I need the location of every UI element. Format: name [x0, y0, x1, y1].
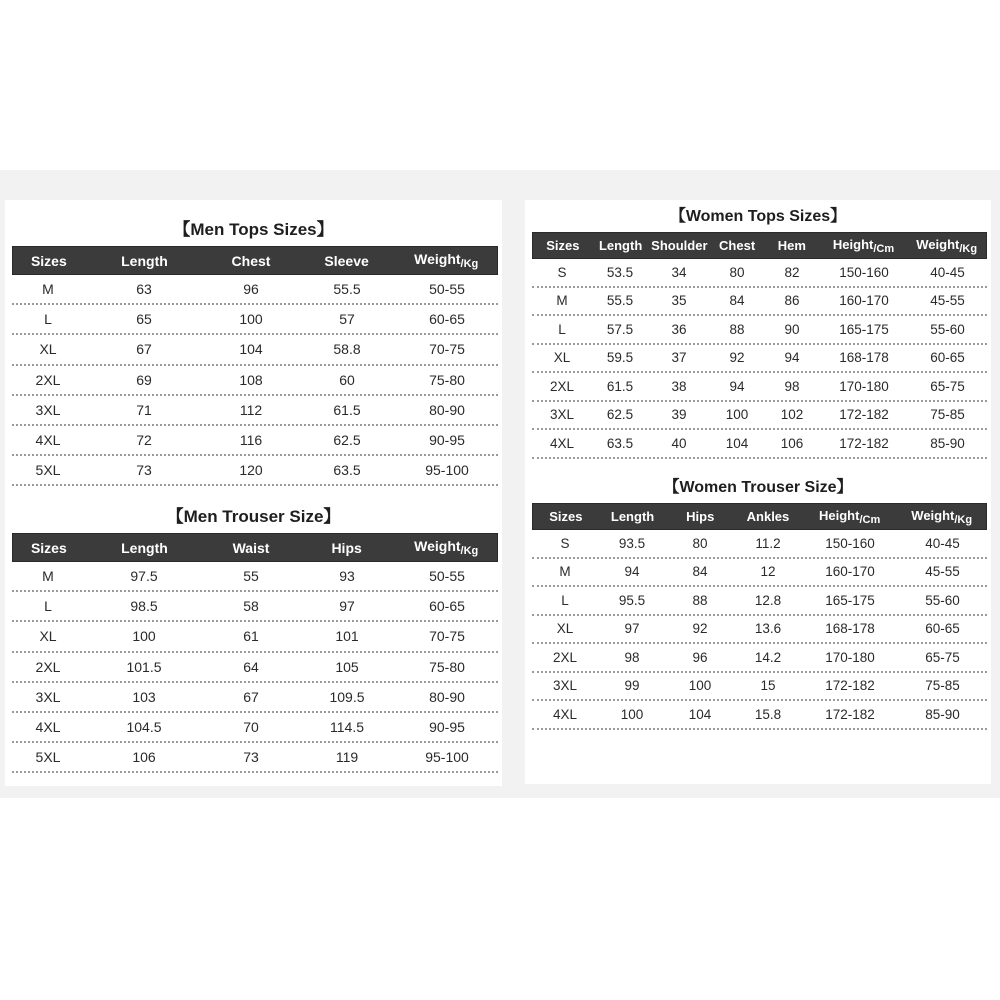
- col-weight: Weight$_{/Kg}$: [414, 538, 479, 557]
- table-cell: 65: [136, 311, 152, 328]
- table-cell: 62.5: [606, 407, 634, 423]
- size-label-cell: 2XL: [549, 378, 575, 394]
- table-row: [12, 622, 498, 652]
- col-hips: Hips: [331, 539, 362, 556]
- table-cell: 57.5: [606, 321, 634, 337]
- table-cell: 80-90: [429, 401, 465, 418]
- table-cell: 160-170: [839, 293, 889, 309]
- table-cell: 96: [692, 649, 708, 665]
- table-cell: 65-75: [925, 649, 960, 665]
- table-cell: 105: [335, 658, 359, 675]
- table-row: [12, 335, 498, 365]
- table-cell: 98.5: [130, 598, 158, 615]
- table-row: [532, 430, 987, 459]
- table-cell: 108: [239, 371, 263, 388]
- table-cell: 95-100: [425, 462, 469, 479]
- table-cell: 96: [243, 281, 259, 298]
- women-tops-rows: [532, 259, 987, 459]
- table-cell: 35: [671, 293, 687, 309]
- table-cell: 60-65: [925, 621, 960, 637]
- table-cell: 94: [729, 378, 745, 394]
- table-row: [532, 701, 987, 730]
- table-cell: 60: [339, 371, 355, 388]
- col-length: Length: [610, 509, 655, 524]
- size-label-cell: 2XL: [552, 649, 578, 665]
- table-row: [532, 316, 987, 345]
- col-sizes: Sizes: [549, 509, 583, 524]
- women-trouser-header: [532, 503, 987, 530]
- table-cell: 100: [620, 706, 644, 722]
- table-cell: 100: [132, 628, 156, 645]
- table-cell: 72: [136, 432, 152, 449]
- col-length: Length: [121, 539, 168, 556]
- size-label-cell: M: [559, 564, 571, 580]
- table-cell: 120: [239, 462, 263, 479]
- table-row: [532, 673, 987, 702]
- table-cell: 90-95: [429, 719, 465, 736]
- table-cell: 172-182: [825, 678, 875, 694]
- table-cell: 172-182: [839, 435, 889, 451]
- table-cell: 84: [692, 564, 708, 580]
- men-tops-rows: [12, 275, 498, 486]
- size-label-cell: L: [44, 311, 52, 328]
- table-cell: 119: [335, 749, 359, 766]
- table-cell: 94: [784, 350, 800, 366]
- table-row: [532, 345, 987, 374]
- table-cell: 94: [624, 564, 640, 580]
- table-cell: 61.5: [333, 401, 361, 418]
- table-cell: 45-55: [925, 564, 960, 580]
- table-cell: 100: [688, 678, 712, 694]
- size-label-cell: XL: [556, 621, 574, 637]
- col-sleeve: Sleeve: [324, 252, 369, 269]
- table-cell: 97: [624, 621, 640, 637]
- table-cell: 58.8: [333, 341, 361, 358]
- table-cell: 65-75: [930, 378, 965, 394]
- men-tops-header: [12, 246, 498, 275]
- table-cell: 36: [671, 321, 687, 337]
- table-row: [12, 275, 498, 305]
- table-cell: 13.6: [754, 621, 782, 637]
- table-cell: 104: [239, 341, 263, 358]
- table-cell: 112: [239, 401, 263, 418]
- col-length: Length: [598, 238, 643, 253]
- table-row: [12, 562, 498, 592]
- table-cell: 58: [243, 598, 259, 615]
- women-tops-header: [532, 232, 987, 259]
- table-cell: 55-60: [930, 321, 965, 337]
- table-cell: 61.5: [606, 378, 634, 394]
- table-cell: 90-95: [429, 432, 465, 449]
- table-row: [532, 402, 987, 431]
- col-weight: Weight$_{/Kg}$: [916, 236, 978, 255]
- height-unit: /Cm: [873, 242, 895, 255]
- table-cell: 88: [692, 592, 708, 608]
- table-cell: 15.8: [754, 706, 782, 722]
- size-label-cell: L: [44, 598, 52, 615]
- size-label-cell: L: [558, 321, 566, 337]
- table-cell: 97.5: [130, 568, 158, 585]
- table-row: [532, 644, 987, 673]
- table-cell: 70-75: [429, 341, 465, 358]
- table-cell: 55.5: [333, 281, 361, 298]
- table-row: [532, 259, 987, 288]
- col-height: Height$_{/Cm}$: [832, 236, 895, 255]
- table-cell: 150-160: [839, 264, 889, 280]
- size-label-cell: XL: [39, 341, 57, 358]
- table-cell: 93.5: [618, 535, 646, 551]
- table-cell: 69: [136, 371, 152, 388]
- table-cell: 101: [335, 628, 359, 645]
- table-row: [12, 683, 498, 713]
- table-row: [12, 396, 498, 426]
- col-weight: Weight$_{/Kg}$: [911, 507, 973, 526]
- weight-unit: /Kg: [954, 513, 973, 526]
- table-cell: 60-65: [429, 598, 465, 615]
- table-cell: 172-182: [825, 706, 875, 722]
- women-trouser-table: [532, 503, 987, 730]
- table-cell: 39: [671, 407, 687, 423]
- table-cell: 114.5: [330, 719, 364, 736]
- table-row: [12, 592, 498, 622]
- table-row: [532, 530, 987, 559]
- table-row: [12, 305, 498, 335]
- col-height: Height$_{/Cm}$: [818, 507, 881, 526]
- table-cell: 90: [784, 321, 800, 337]
- table-cell: 170-180: [839, 378, 889, 394]
- men-trouser-table: [12, 533, 498, 773]
- table-cell: 168-178: [825, 621, 875, 637]
- table-cell: 100: [725, 407, 749, 423]
- col-chest: Chest: [231, 252, 271, 269]
- table-cell: 172-182: [839, 407, 889, 423]
- table-cell: 168-178: [839, 350, 889, 366]
- table-cell: 75-80: [429, 658, 465, 675]
- table-cell: 80: [729, 264, 745, 280]
- table-cell: 98: [784, 378, 800, 394]
- table-cell: 63.5: [606, 435, 634, 451]
- size-label-cell: 5XL: [35, 749, 61, 766]
- size-label-cell: L: [561, 592, 569, 608]
- col-waist: Waist: [232, 539, 270, 556]
- table-cell: 60-65: [930, 350, 965, 366]
- table-cell: 116: [239, 432, 263, 449]
- table-cell: 40-45: [925, 535, 960, 551]
- table-cell: 14.2: [754, 649, 782, 665]
- size-label-cell: XL: [553, 350, 571, 366]
- table-row: [12, 653, 498, 683]
- size-label-cell: 4XL: [552, 706, 578, 722]
- table-cell: 99: [624, 678, 640, 694]
- table-cell: 75-85: [925, 678, 960, 694]
- table-cell: 109.5: [329, 688, 365, 705]
- table-cell: 55.5: [606, 293, 634, 309]
- table-cell: 38: [671, 378, 687, 394]
- table-cell: 40-45: [930, 264, 965, 280]
- size-label-cell: 3XL: [549, 407, 575, 423]
- table-cell: 73: [136, 462, 152, 479]
- table-cell: 15: [760, 678, 776, 694]
- size-label-cell: 5XL: [35, 462, 61, 479]
- table-row: [532, 288, 987, 317]
- table-cell: 82: [784, 264, 800, 280]
- men-tops-table: [12, 246, 498, 486]
- height-unit: /Cm: [859, 513, 881, 526]
- table-row: [532, 587, 987, 616]
- table-cell: 86: [784, 293, 800, 309]
- women-trouser-title: 【Women Trouser Size】: [663, 479, 853, 496]
- table-cell: 62.5: [333, 432, 361, 449]
- table-cell: 104: [725, 435, 749, 451]
- table-cell: 57: [339, 311, 355, 328]
- table-row: [532, 373, 987, 402]
- table-cell: 80-90: [429, 688, 465, 705]
- table-cell: 67: [243, 688, 259, 705]
- table-cell: 160-170: [825, 564, 875, 580]
- table-row: [12, 743, 498, 773]
- men-trouser-title: 【Men Trouser Size】: [166, 507, 341, 526]
- table-cell: 55-60: [925, 592, 960, 608]
- table-cell: 71: [136, 401, 152, 418]
- table-row: [532, 616, 987, 645]
- men-trouser-header: [12, 533, 498, 562]
- women-tops-table: [532, 232, 987, 459]
- size-label-cell: 4XL: [549, 435, 575, 451]
- size-label-cell: 3XL: [35, 688, 61, 705]
- col-sizes: Sizes: [546, 238, 580, 253]
- size-label-cell: M: [556, 293, 568, 309]
- women-tops-title: 【Women Tops Sizes】: [669, 208, 847, 225]
- table-cell: 45-55: [930, 293, 965, 309]
- table-cell: 101.5: [126, 658, 162, 675]
- table-cell: 50-55: [429, 568, 465, 585]
- table-cell: 12: [760, 564, 776, 580]
- table-row: [12, 456, 498, 486]
- table-cell: 95-100: [425, 749, 469, 766]
- table-row: [532, 559, 987, 588]
- table-cell: 106: [780, 435, 804, 451]
- table-cell: 59.5: [606, 350, 634, 366]
- table-cell: 64: [243, 658, 259, 675]
- col-hem: Hem: [777, 238, 806, 253]
- col-sizes: Sizes: [30, 252, 67, 269]
- table-cell: 55: [243, 568, 259, 585]
- table-cell: 95.5: [618, 592, 646, 608]
- col-weight: Weight$_{/Kg}$: [414, 251, 479, 270]
- table-cell: 106: [132, 749, 156, 766]
- table-cell: 92: [692, 621, 708, 637]
- col-length: Length: [121, 252, 168, 269]
- table-cell: 70: [243, 719, 259, 736]
- table-cell: 75-80: [429, 371, 465, 388]
- table-cell: 170-180: [825, 649, 875, 665]
- size-label-cell: 2XL: [35, 371, 61, 388]
- col-chest: Chest: [719, 238, 756, 253]
- weight-unit: /Kg: [460, 545, 479, 557]
- table-cell: 93: [339, 568, 355, 585]
- size-label-cell: 2XL: [35, 658, 61, 675]
- table-cell: 40: [671, 435, 687, 451]
- table-row: [12, 366, 498, 396]
- table-cell: 102: [780, 407, 804, 423]
- size-label-cell: 4XL: [35, 719, 61, 736]
- table-cell: 12.8: [754, 592, 782, 608]
- table-cell: 165-175: [825, 592, 875, 608]
- size-label-cell: 3XL: [35, 401, 61, 418]
- table-row: [12, 713, 498, 743]
- size-label-cell: 4XL: [35, 432, 61, 449]
- table-cell: 88: [729, 321, 745, 337]
- col-shoulder: Shoulder: [651, 238, 708, 253]
- table-cell: 104.5: [126, 719, 162, 736]
- table-cell: 85-90: [925, 706, 960, 722]
- table-cell: 75-85: [930, 407, 965, 423]
- table-cell: 60-65: [429, 311, 465, 328]
- men-tops-title: 【Men Tops Sizes】: [173, 220, 334, 239]
- size-label-cell: S: [560, 535, 570, 551]
- size-label-cell: S: [557, 264, 567, 280]
- table-cell: 63: [136, 281, 152, 298]
- table-cell: 97: [339, 598, 355, 615]
- size-label-cell: M: [42, 281, 54, 298]
- table-row: [12, 426, 498, 456]
- col-ankles: Ankles: [746, 509, 790, 524]
- table-cell: 34: [671, 264, 687, 280]
- women-trouser-rows: [532, 530, 987, 730]
- table-cell: 165-175: [839, 321, 889, 337]
- table-cell: 103: [132, 688, 156, 705]
- table-cell: 98: [624, 649, 640, 665]
- table-cell: 53.5: [606, 264, 634, 280]
- table-cell: 104: [688, 706, 712, 722]
- table-cell: 63.5: [333, 462, 361, 479]
- size-label-cell: 3XL: [552, 678, 578, 694]
- table-cell: 37: [671, 350, 687, 366]
- men-trouser-rows: [12, 562, 498, 773]
- col-sizes: Sizes: [30, 539, 67, 556]
- col-hips: Hips: [686, 509, 715, 524]
- table-cell: 85-90: [930, 435, 965, 451]
- table-cell: 84: [729, 293, 745, 309]
- table-cell: 67: [136, 341, 152, 358]
- weight-unit: /Kg: [460, 258, 479, 270]
- table-cell: 100: [239, 311, 263, 328]
- table-cell: 80: [692, 535, 708, 551]
- table-cell: 50-55: [429, 281, 465, 298]
- table-cell: 150-160: [825, 535, 875, 551]
- table-cell: 70-75: [429, 628, 465, 645]
- table-cell: 61: [243, 628, 259, 645]
- table-cell: 92: [729, 350, 745, 366]
- table-cell: 73: [243, 749, 259, 766]
- size-label-cell: M: [42, 568, 54, 585]
- size-label-cell: XL: [39, 628, 57, 645]
- weight-unit: /Kg: [959, 242, 978, 255]
- table-cell: 11.2: [755, 535, 781, 551]
